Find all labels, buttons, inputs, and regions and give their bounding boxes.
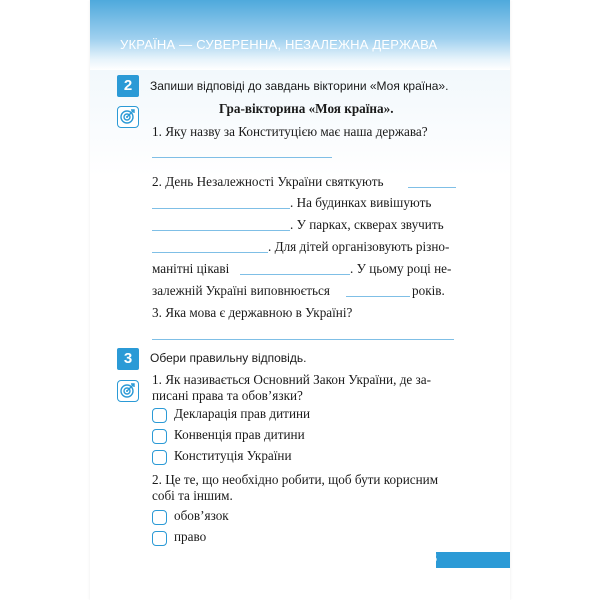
answer-line-2e[interactable] <box>240 274 350 275</box>
page-title: УКРАЇНА — СУВЕРЕННА, НЕЗАЛЕЖНА ДЕРЖАВА <box>120 37 438 52</box>
task-3-instruction: Обери правильну відповідь. <box>150 351 307 365</box>
question-2-line-5a: манітні цікаві <box>152 261 230 276</box>
option-label: Декларація прав дитини <box>174 406 311 421</box>
quiz-title: Гра-вікторина «Моя країна». <box>219 101 394 116</box>
option-label: обов’язок <box>174 508 229 523</box>
answer-line-2d[interactable] <box>152 252 268 253</box>
question-2-line-3: . У парках, скверах звучить <box>290 217 444 232</box>
answer-line-2b[interactable] <box>152 208 290 209</box>
option-label: Конвенція прав дитини <box>174 427 305 442</box>
question-2-line-5b: . У цьому році не- <box>350 261 452 276</box>
option-label: право <box>174 529 207 544</box>
page-number: 5 <box>430 553 438 565</box>
target-icon <box>117 106 139 128</box>
option-checkbox[interactable] <box>152 408 167 423</box>
answer-line-1[interactable] <box>152 157 332 158</box>
option-checkbox[interactable] <box>152 429 167 444</box>
answer-line-2f[interactable] <box>346 296 410 297</box>
option-label: Конституція України <box>174 448 292 463</box>
question-3: 3. Яка мова є державною в Україні? <box>152 305 353 320</box>
target-icon <box>117 380 139 402</box>
task-2-number: 2 <box>117 75 139 97</box>
question-2-line-2: . На будинках вивішують <box>290 195 432 210</box>
question-2-line-4: . Для дітей організовують різно- <box>268 239 450 254</box>
task-2-instruction: Запиши відповіді до завдань вікторини «Моя країна». <box>150 79 449 93</box>
workbook-page <box>90 0 510 600</box>
option-checkbox[interactable] <box>152 531 167 546</box>
task-3-question-2-line-1: 2. Це те, що необхідно робити, щоб бути корисним <box>152 472 439 487</box>
question-2-line-6b: років. <box>412 283 445 298</box>
answer-line-2a[interactable] <box>408 187 456 188</box>
question-2-line-1: 2. День Незалежності України святкують <box>152 174 384 189</box>
answer-line-2c[interactable] <box>152 230 290 231</box>
task-3-number: 3 <box>117 348 139 370</box>
question-2-line-6a: залежній Україні виповнюється <box>152 283 330 298</box>
header-band <box>90 0 510 70</box>
option-checkbox[interactable] <box>152 510 167 525</box>
task-3-question-1-line-1: 1. Як називається Основний Закон України, де за- <box>152 372 432 387</box>
answer-line-3[interactable] <box>152 339 454 340</box>
task-3-question-2-line-2: собі та іншим. <box>152 488 233 503</box>
task-3-question-1-line-2: писані права та обов’язки? <box>152 388 303 403</box>
page-number-bar <box>436 552 510 568</box>
option-checkbox[interactable] <box>152 450 167 465</box>
question-1: 1. Яку назву за Конституцією має наша держава? <box>152 124 428 139</box>
